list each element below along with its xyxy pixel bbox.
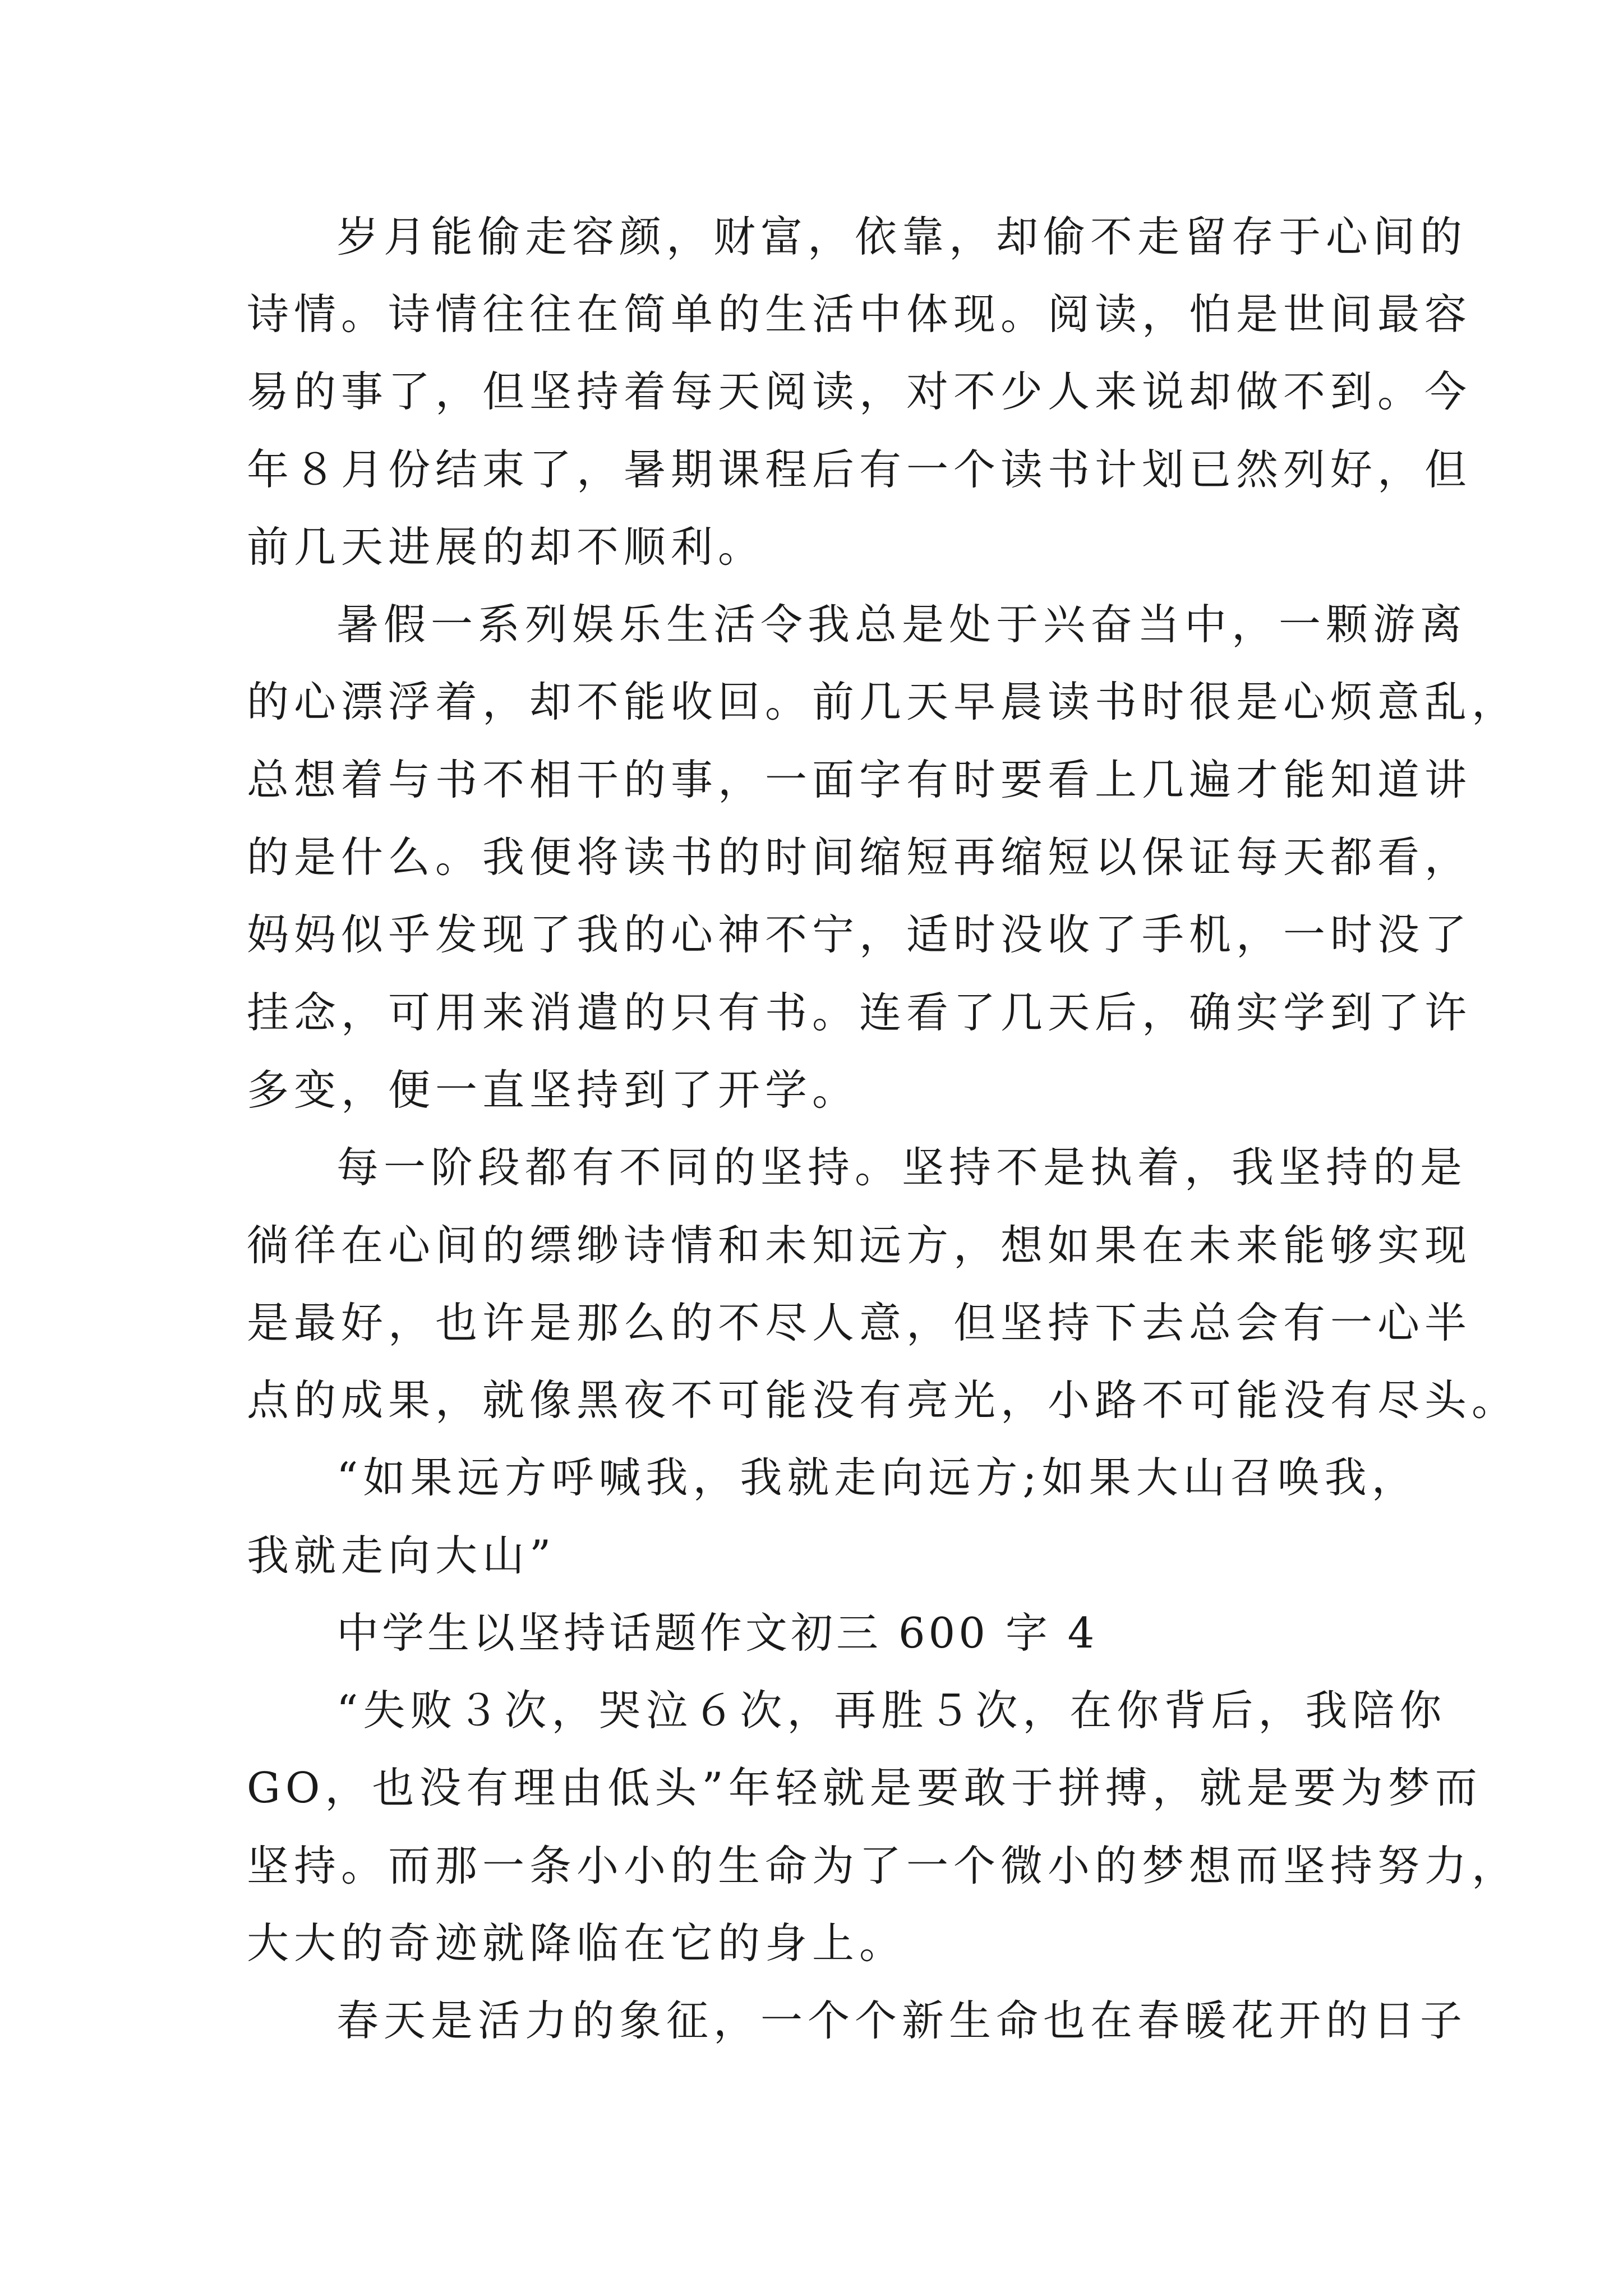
text-line: 妈妈似乎发现了我的心神不宁，适时没收了手机，一时没了 bbox=[247, 910, 1472, 959]
text-line: 年８月份结束了，暑期课程后有一个读书计划已然列好，但 bbox=[247, 445, 1472, 494]
text-line: 易的事了，但坚持着每天阅读，对不少人来说却做不到。今 bbox=[247, 367, 1472, 416]
text-line: 大大的奇迹就降临在它的身上。 bbox=[247, 1918, 907, 1968]
text-line: 坚持。而那一条小小的生命为了一个微小的梦想而坚持努力， bbox=[247, 1841, 1519, 1890]
text-line: 的是什么。我便将读书的时间缩短再缩短以保证每天都看， bbox=[247, 832, 1472, 882]
text-line: 挂念，可用来消遣的只有书。连看了几天后，确实学到了许 bbox=[247, 988, 1472, 1037]
text-line: 诗情。诗情往往在简单的生活中体现。阅读，怕是世间最容 bbox=[247, 289, 1472, 339]
text-line: 岁月能偷走容颜，财富，依靠，却偷不走留存于心间的 bbox=[336, 212, 1468, 261]
text-line: GO，也没有理由低头”年轻就是要敢于拼搏，就是要为梦而 bbox=[247, 1763, 1482, 1812]
text-line: 总想着与书不相干的事，一面字有时要看上几遍才能知道讲 bbox=[247, 755, 1472, 804]
text-line: “如果远方呼喊我，我就走向远方;如果大山召唤我， bbox=[336, 1453, 1419, 1502]
text-line: 是最好，也许是那么的不尽人意，但坚持下去总会有一心半 bbox=[247, 1298, 1472, 1347]
text-line: “失败３次，哭泣６次，再胜５次，在你背后，我陪你 bbox=[336, 1686, 1447, 1735]
section-heading: 中学生以坚持话题作文初三 600 字 4 bbox=[336, 1608, 1098, 1658]
text-line: 点的成果，就像黑夜不可能没有亮光，小路不可能没有尽头。 bbox=[247, 1375, 1519, 1425]
text-line: 春天是活力的象征，一个个新生命也在春暖花开的日子 bbox=[336, 1996, 1468, 2045]
text-line: 的心漂浮着，却不能收回。前几天早晨读书时很是心烦意乱， bbox=[247, 677, 1519, 726]
text-line: 前几天进展的却不顺利。 bbox=[247, 522, 766, 572]
text-line: 每一阶段都有不同的坚持。坚持不是执着，我坚持的是 bbox=[336, 1143, 1468, 1192]
text-line: 多变，便一直坚持到了开学。 bbox=[247, 1065, 860, 1115]
text-line: 我就走向大山” bbox=[247, 1531, 556, 1580]
text-line: 徜徉在心间的缥缈诗情和未知远方，想如果在未来能够实现 bbox=[247, 1221, 1472, 1270]
text-line: 暑假一系列娱乐生活令我总是处于兴奋当中，一颗游离 bbox=[336, 600, 1468, 649]
